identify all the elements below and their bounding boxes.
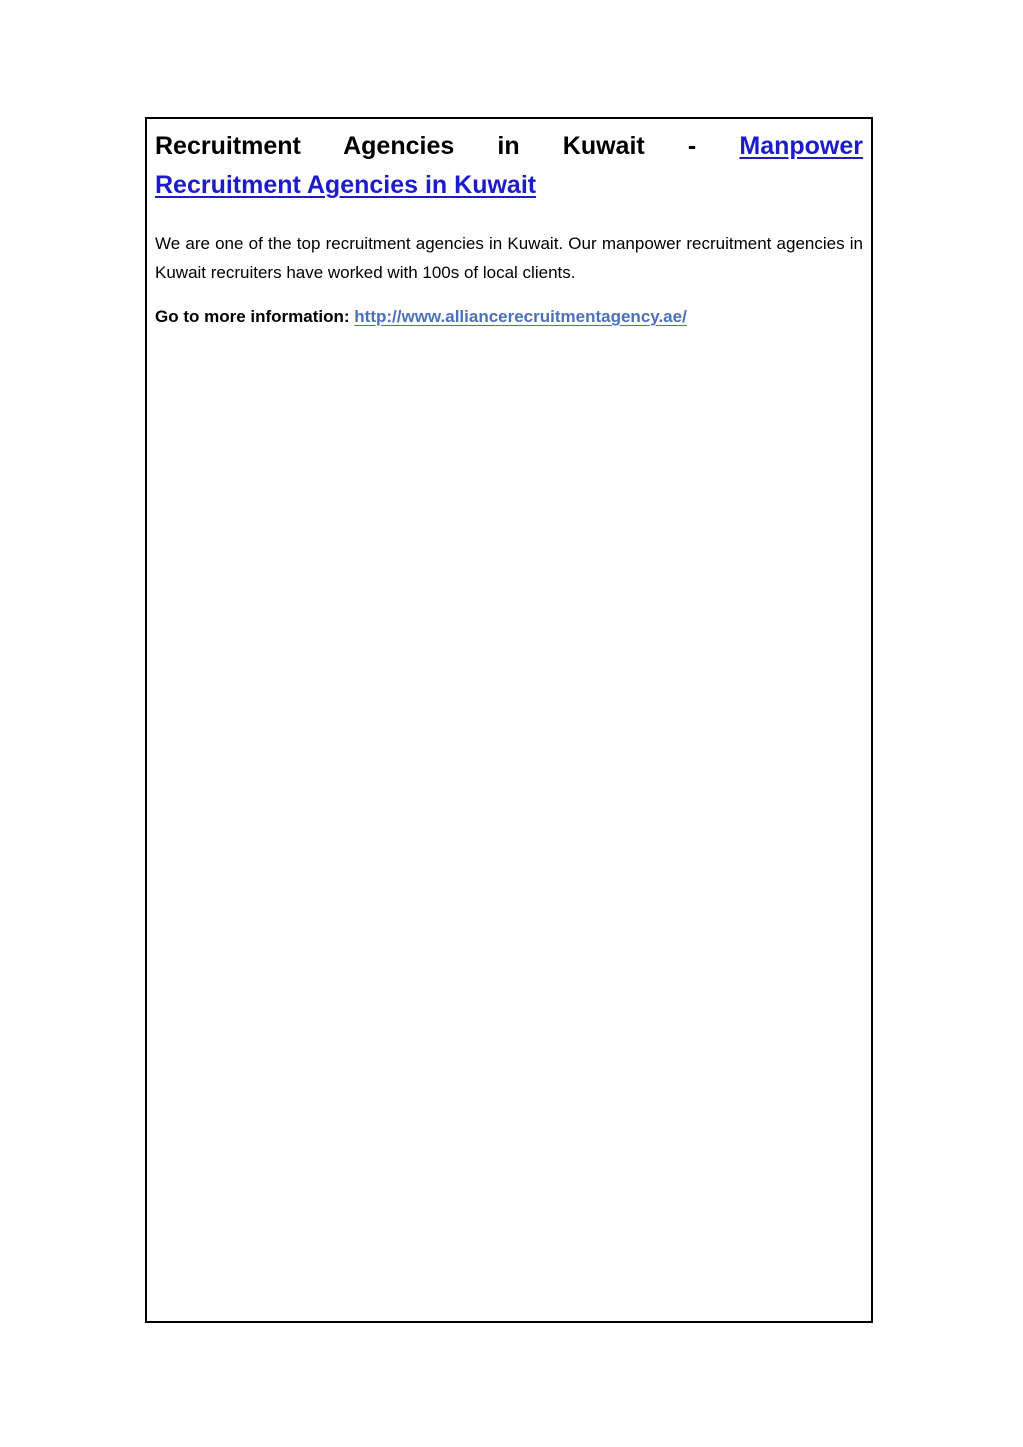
more-info-line: [155, 302, 863, 331]
website-link[interactable]: http://www.alliancerecruitmentagency.ae/: [354, 307, 687, 326]
body-paragraph: We are one of the top recruitment agencies in Kuwait. Our manpower recruitment agencies in Kuwait recruiters have worked with 100s of local clients.: [155, 234, 863, 282]
more-info-label: Go to more information:: [155, 307, 355, 326]
page-title: [155, 127, 863, 205]
title-link[interactable]: Manpower Recruitment Agencies in Kuwait: [155, 132, 863, 199]
title-prefix: Recruitment Agencies in Kuwait -: [155, 132, 740, 160]
document-frame: [145, 117, 873, 1323]
